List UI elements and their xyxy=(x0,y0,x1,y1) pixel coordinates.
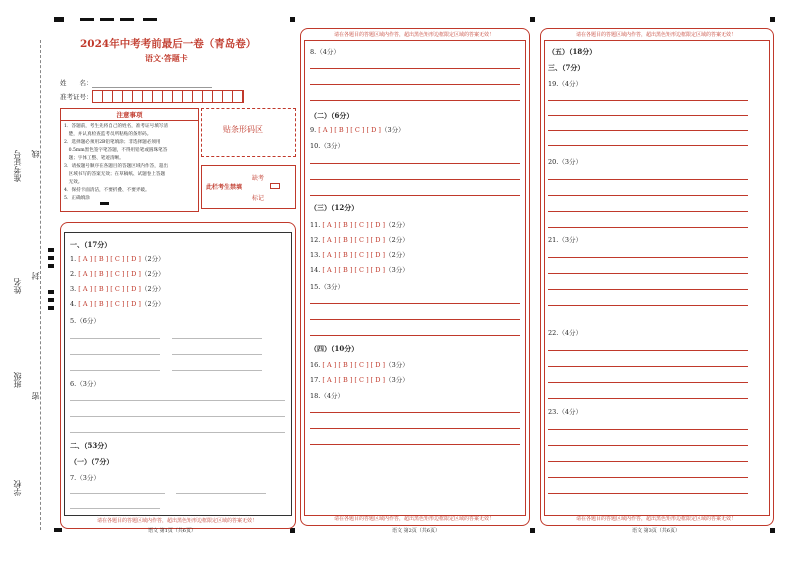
q4[interactable]: 4. [ A ] [ B ] [ C ] [ D ]（2分） xyxy=(70,300,165,308)
side-seal-feng: 封 xyxy=(31,272,40,280)
q19: 19.（4分） xyxy=(548,80,582,88)
section-3-title: 三、（7分） xyxy=(548,63,585,72)
answer-line[interactable] xyxy=(70,508,160,509)
timing-mark xyxy=(290,17,295,22)
footer-page-1: 语文 第1页（共6页） xyxy=(148,528,196,534)
answer-line[interactable] xyxy=(310,84,520,85)
answer-line[interactable] xyxy=(548,227,748,228)
notes-list xyxy=(61,121,198,205)
answer-line[interactable] xyxy=(548,382,748,383)
notice-3-top: 请在各题目的答题区域内作答，超出黑色矩形边框限定区域的答案无效！ xyxy=(575,32,736,38)
answer-line[interactable] xyxy=(548,289,748,290)
subsection-1-title: （一）（7分） xyxy=(70,457,114,466)
notice-3-bottom: 请在各题目的答题区域内作答，超出黑色矩形边框限定区域的答案无效！ xyxy=(575,516,736,522)
answer-line[interactable] xyxy=(310,195,520,196)
q10: 10.（3分） xyxy=(310,142,344,150)
notes-item: 区域书写的答案无效；在草稿纸、试题卷上答题 xyxy=(64,172,166,177)
q18: 18.（4分） xyxy=(310,392,344,400)
answer-line[interactable] xyxy=(70,400,285,401)
answer-line[interactable] xyxy=(548,273,748,274)
answer-line[interactable] xyxy=(70,493,165,494)
subsection-5-title: （五）（18分） xyxy=(548,47,597,56)
notes-item: 题；字体工整、笔迹清晰。 xyxy=(64,156,124,161)
q20: 20.（3分） xyxy=(548,158,582,166)
timing-mark xyxy=(530,528,535,533)
notes-item: 1．答题前，考生先将自己的姓名，准考证号填写清 xyxy=(64,124,168,129)
answer-line[interactable] xyxy=(548,100,748,101)
q15: 15.（3分） xyxy=(310,283,344,291)
binding-line xyxy=(40,40,41,530)
timing-mark xyxy=(100,18,114,21)
subsection-4-title: （四）（10分） xyxy=(310,344,359,353)
answer-line[interactable] xyxy=(310,303,520,304)
absent-label: 此栏考生禁填 xyxy=(206,184,243,191)
q17[interactable]: 17. [ A ] [ B ] [ C ] [ D ]（3分） xyxy=(310,376,409,384)
answer-line[interactable] xyxy=(548,477,748,478)
side-seal-mi: 密 xyxy=(31,392,40,400)
answer-line[interactable] xyxy=(310,68,520,69)
answer-line[interactable] xyxy=(310,412,520,413)
notice-2-top: 请在各题目的答题区域内作答，超出黑色矩形边框限定区域的答案无效！ xyxy=(333,32,494,38)
answer-line[interactable] xyxy=(548,211,748,212)
notice-2-bottom: 请在各题目的答题区域内作答，超出黑色矩形边框限定区域的答案无效！ xyxy=(333,516,494,522)
q22: 22.（4分） xyxy=(548,329,582,337)
q14[interactable]: 14. [ A ] [ B ] [ C ] [ D ]（3分） xyxy=(310,266,409,274)
answer-line[interactable] xyxy=(310,335,520,336)
answer-line[interactable] xyxy=(70,370,160,371)
page-title: 2024年中考考前最后一卷（青岛卷） xyxy=(80,38,257,50)
filled-bubble-example xyxy=(100,202,109,205)
subsection-2-title: （二）（6分） xyxy=(310,111,354,120)
timing-mark xyxy=(48,256,54,260)
answer-line[interactable] xyxy=(172,338,262,339)
q21: 21.（3分） xyxy=(548,236,582,244)
answer-line[interactable] xyxy=(310,319,520,320)
side-name: 姓名 xyxy=(13,278,22,294)
answer-line[interactable] xyxy=(548,350,748,351)
q11[interactable]: 11. [ A ] [ B ] [ C ] [ D ]（2分） xyxy=(310,221,409,229)
timing-mark xyxy=(48,298,54,302)
side-exam-no: 准考证号 xyxy=(13,150,22,182)
answer-line[interactable] xyxy=(70,416,285,417)
answer-line[interactable] xyxy=(176,493,266,494)
q7: 7.（3分） xyxy=(70,474,100,482)
answer-line[interactable] xyxy=(172,370,262,371)
footer-page-3: 语文 第3页（共6页） xyxy=(632,528,680,534)
side-school: 学校 xyxy=(13,480,22,496)
q2[interactable]: 2. [ A ] [ B ] [ C ] [ D ]（2分） xyxy=(70,270,165,278)
subsection-3-title: （三）（12分） xyxy=(310,203,359,212)
timing-mark xyxy=(770,528,775,533)
exam-no-label: 准考证号： xyxy=(60,93,93,101)
notes-box xyxy=(60,108,199,212)
absent-checkbox[interactable] xyxy=(270,183,280,189)
timing-mark xyxy=(54,528,62,532)
answer-line[interactable] xyxy=(310,179,520,180)
answer-line[interactable] xyxy=(548,115,748,116)
timing-mark xyxy=(290,528,295,533)
answer-line[interactable] xyxy=(172,354,262,355)
timing-mark xyxy=(48,290,54,294)
notes-item: 2．选择题必须用2B铅笔填涂；非选择题必须用 xyxy=(64,140,161,145)
exam-no-boxes[interactable] xyxy=(92,90,244,103)
answer-line[interactable] xyxy=(548,305,748,306)
timing-mark xyxy=(120,18,134,21)
answer-line[interactable] xyxy=(70,338,160,339)
q16[interactable]: 16. [ A ] [ B ] [ C ] [ D ]（3分） xyxy=(310,361,409,369)
notes-item: 无效。 xyxy=(64,180,83,185)
answer-line[interactable] xyxy=(548,257,748,258)
q23: 23.（4分） xyxy=(548,408,582,416)
q5: 5.（6分） xyxy=(70,317,100,325)
notes-item: 0.5mm黑色签字笔答题，不得用铅笔或圆珠笔答 xyxy=(64,148,168,153)
q6: 6.（3分） xyxy=(70,380,100,388)
answer-line[interactable] xyxy=(70,432,285,433)
answer-line[interactable] xyxy=(548,179,748,180)
q9[interactable]: 9. [ A ] [ B ] [ C ] [ D ]（3分） xyxy=(310,126,405,134)
timing-mark xyxy=(54,17,64,22)
timing-mark xyxy=(530,17,535,22)
notice-1: 请在各题目的答题区域内作答，超出黑色矩形边框限定区域的答案无效！ xyxy=(96,518,257,524)
timing-mark xyxy=(770,17,775,22)
section-2-title: 二、（53分） xyxy=(70,441,112,450)
timing-mark xyxy=(48,306,54,310)
barcode-label: 贴条形码区 xyxy=(223,125,263,134)
side-seal-line: 线 xyxy=(31,150,40,158)
notes-item: 4．保持卡面清洁，不要折叠、不要弄破。 xyxy=(64,188,150,193)
answer-line[interactable] xyxy=(548,398,748,399)
q3[interactable]: 3. [ A ] [ B ] [ C ] [ D ]（2分） xyxy=(70,285,165,293)
footer-page-2: 语文 第2页（共6页） xyxy=(392,528,440,534)
answer-line[interactable] xyxy=(310,444,520,445)
answer-line[interactable] xyxy=(548,130,748,131)
q12[interactable]: 12. [ A ] [ B ] [ C ] [ D ]（2分） xyxy=(310,236,409,244)
answer-line[interactable] xyxy=(548,445,748,446)
absent-top: 缺考 xyxy=(252,175,265,182)
answer-line[interactable] xyxy=(548,145,748,146)
answer-line[interactable] xyxy=(548,461,748,462)
answer-line[interactable] xyxy=(548,366,748,367)
q13[interactable]: 13. [ A ] [ B ] [ C ] [ D ]（2分） xyxy=(310,251,409,259)
name-field[interactable] xyxy=(92,87,212,88)
notes-title: 注意事项 xyxy=(61,109,198,121)
section-1-title: 一、（17分） xyxy=(70,240,112,249)
notes-item: 3．请按题号顺序在各题目的答题区域内作答，超出 xyxy=(64,164,168,169)
q1[interactable]: 1. [ A ] [ B ] [ C ] [ D ]（2分） xyxy=(70,255,165,263)
page-subtitle: 语文·答题卡 xyxy=(145,53,188,63)
side-class: 班级 xyxy=(13,372,22,388)
answer-line[interactable] xyxy=(70,354,160,355)
timing-mark xyxy=(80,18,94,21)
timing-mark xyxy=(48,248,54,252)
answer-line[interactable] xyxy=(310,163,520,164)
answer-line[interactable] xyxy=(310,428,520,429)
q8: 8.（4分） xyxy=(310,48,340,56)
notes-item: 楚，并认真检查监考员所粘贴的条形码。 xyxy=(64,132,152,137)
answer-line[interactable] xyxy=(548,429,748,430)
answer-line[interactable] xyxy=(548,493,748,494)
name-label: 姓 名： xyxy=(60,79,93,87)
timing-mark xyxy=(48,264,54,268)
answer-line[interactable] xyxy=(548,195,748,196)
answer-line[interactable] xyxy=(310,100,520,101)
timing-mark xyxy=(143,18,157,21)
notes-item: 5．正确填涂 xyxy=(64,196,90,201)
absent-bottom: 标记 xyxy=(252,195,265,202)
